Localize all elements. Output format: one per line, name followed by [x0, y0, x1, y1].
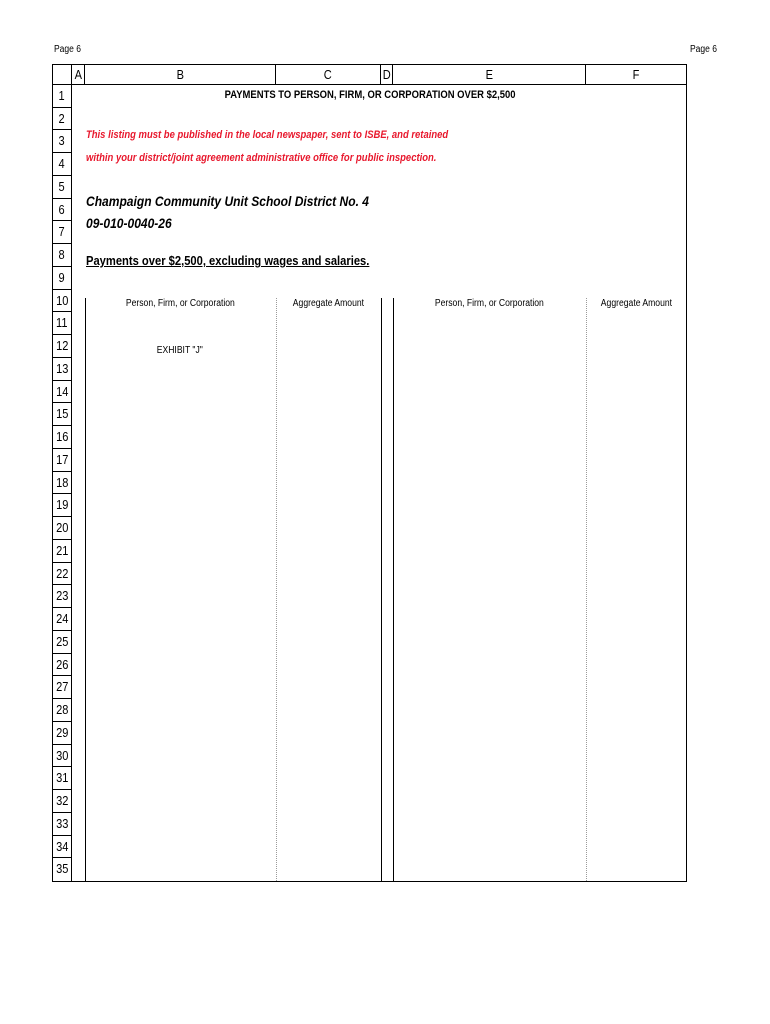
column-header-d: D	[381, 65, 393, 85]
district-code: 09-010-0040-26	[86, 215, 172, 231]
row-header-17: 17	[53, 449, 72, 472]
row-header-2: 2	[53, 108, 72, 131]
header-person-firm-corporation-right: Person, Firm, or Corporation	[435, 298, 544, 309]
exhibit-label: EXHIBIT "J"	[156, 345, 204, 356]
spreadsheet-grid	[52, 64, 687, 882]
row-header-33: 33	[53, 813, 72, 836]
page-label-right: Page 6	[690, 44, 717, 55]
row-header-20: 20	[53, 517, 72, 540]
row-header-23: 23	[53, 585, 72, 608]
row-header-9: 9	[53, 267, 72, 290]
row-header-13: 13	[53, 358, 72, 381]
row-header-29: 29	[53, 722, 72, 745]
row-header-15: 15	[53, 403, 72, 426]
column-rule-b-left	[85, 298, 86, 881]
row-header-32: 32	[53, 790, 72, 813]
column-header-f: F	[586, 65, 686, 85]
row-header-10: 10	[53, 290, 72, 313]
column-rule-d-left	[381, 298, 382, 881]
row-header-5: 5	[53, 176, 72, 199]
row-header-6: 6	[53, 199, 72, 222]
column-header-corner	[53, 65, 72, 85]
row-header-1: 1	[53, 85, 72, 108]
row-header-25: 25	[53, 631, 72, 654]
district-name: Champaign Community Unit School District No. 4	[86, 193, 369, 209]
row-header-11: 11	[53, 312, 72, 335]
row-header-19: 19	[53, 494, 72, 517]
publication-note-line-2: within your district/joint agreement administrative office for public inspection.	[86, 152, 437, 164]
column-rule-e-left	[393, 298, 394, 881]
page-label-left: Page 6	[54, 44, 81, 55]
column-header-b: B	[85, 65, 276, 85]
row-header-35: 35	[53, 858, 72, 881]
row-header-28: 28	[53, 699, 72, 722]
row-header-3: 3	[53, 130, 72, 153]
row-header-12: 12	[53, 335, 72, 358]
row-header-26: 26	[53, 654, 72, 677]
row-header-18: 18	[53, 472, 72, 495]
row-header-21: 21	[53, 540, 72, 563]
header-aggregate-amount-right: Aggregate Amount	[600, 298, 672, 309]
column-rule-f-left	[586, 298, 587, 881]
row-header-27: 27	[53, 676, 72, 699]
row-header-34: 34	[53, 836, 72, 859]
row-header-24: 24	[53, 608, 72, 631]
row-header-14: 14	[53, 381, 72, 404]
row-header-22: 22	[53, 563, 72, 586]
publication-note-line-1: This listing must be published in the local newspaper, sent to ISBE, and retained	[86, 129, 449, 141]
row-header-16: 16	[53, 426, 72, 449]
header-aggregate-amount-left: Aggregate Amount	[292, 298, 365, 309]
column-header-c: C	[276, 65, 381, 85]
row-header-31: 31	[53, 767, 72, 790]
row-header-7: 7	[53, 221, 72, 244]
row-header-4: 4	[53, 153, 72, 176]
row-header-30: 30	[53, 745, 72, 768]
column-header-e: E	[393, 65, 586, 85]
sheet-title: PAYMENTS TO PERSON, FIRM, OR CORPORATION OVER $2,500	[225, 89, 516, 101]
row-header-8: 8	[53, 244, 72, 267]
column-header-a: A	[72, 65, 85, 85]
payments-heading: Payments over $2,500, excluding wages and salaries.	[86, 253, 370, 268]
column-rule-c-left	[276, 298, 277, 881]
header-person-firm-corporation-left: Person, Firm, or Corporation	[126, 298, 235, 309]
